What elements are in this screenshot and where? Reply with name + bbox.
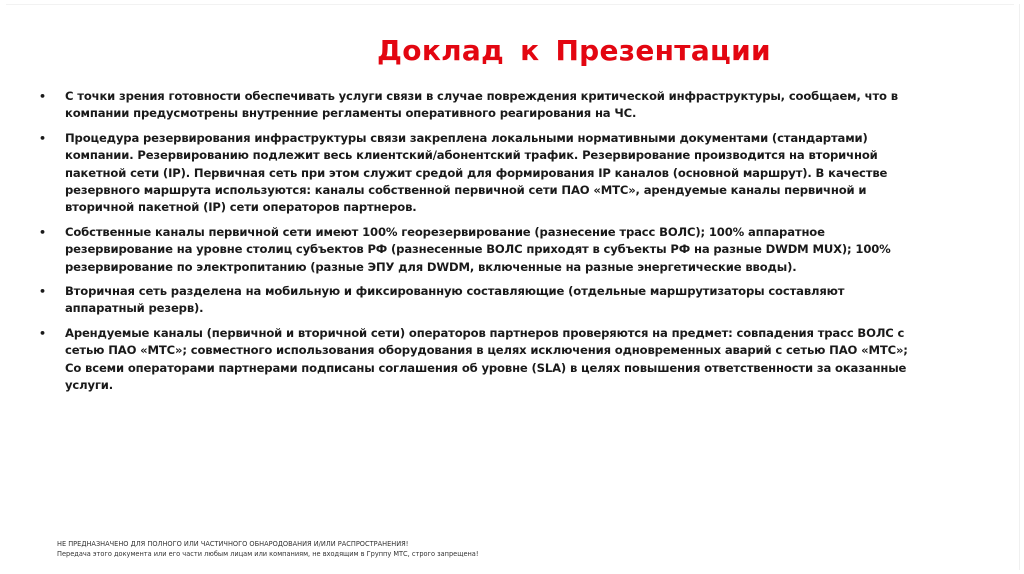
bullet-icon: • — [39, 285, 46, 299]
bullet-item — [39, 88, 919, 123]
bullet-item — [39, 283, 919, 318]
bullet-icon: • — [39, 90, 46, 103]
bullet-item — [39, 224, 919, 276]
bullet-text: Вторичная сеть разделена на мобильную и фиксированную составляющие (отдельные маршрутизаторы составляют аппаратный резерв). — [65, 284, 845, 316]
slide-border-right — [1019, 4, 1020, 570]
bullet-icon: • — [39, 326, 46, 340]
bullet-text: Процедура резервирования инфраструктуры связи закреплена локальными нормативными документами (стандартами) компании. Резервированию подлежит весь клиентский/абонентский трафик. Резервирование производится на вторичной пакетной сети (IP). Первичная сеть при этом служит средой для формирования IP каналов (основной маршрут). В качестве резервного маршрута используются: каналы собственной первичной сети ПАО «МТС», арендуемые каналы первичной и вторичной пакетной (IP) сети операторов партнеров. — [65, 130, 888, 215]
footer-line-2: Передача этого документа или его части любым лицам или компаниям, не входящим в Группу МТС, строго запрещена! — [57, 550, 479, 558]
confidentiality-footer — [57, 539, 479, 559]
slide-border-top — [6, 4, 1014, 5]
footer-line-1: НЕ ПРЕДНАЗНАЧЕНО ДЛЯ ПОЛНОГО ИЛИ ЧАСТИЧНОГО ОБНАРОДОВАНИЯ И/ИЛИ РАСПРОСТРАНЕНИЯ! — [57, 540, 409, 548]
bullet-icon: • — [39, 131, 46, 145]
bullet-item — [39, 325, 919, 395]
bullet-text: Арендуемые каналы (первичной и вторичной сети) операторов партнеров проверяются на предмет: совпадения трасс ВОЛС с сетью ПАО «МТС»; совместного использования оборудования в целях исключения одновременных аварий с сетью ПАО «МТС»; Со всеми операторами партнерами подписаны соглашения об уровне (SLA) в целях повышения ответственности за оказанные услуги. — [65, 325, 908, 393]
bullet-text: С точки зрения готовности обеспечивать услуги связи в случае повреждения критической инфраструктуры, сообщаем, что в компании предусмотрены внутренние регламенты оперативного реагирования на ЧС. — [65, 89, 898, 121]
bullet-text: Собственные каналы первичной сети имеют 100% георезервирование (разнесение трасс ВОЛС); 100% аппаратное резервирование на уровне столиц субъектов РФ (разнесенные ВОЛС приходят в субъекты РФ на разные DWDM MUX); 100% резервирование по электропитанию (разные ЭПУ для DWDM, включенные на разные энергетические вводы). — [65, 224, 891, 274]
slide-title: Доклад к Презентации — [377, 34, 771, 67]
bullet-list — [39, 88, 919, 402]
bullet-item — [39, 130, 919, 217]
bullet-icon: • — [39, 225, 46, 239]
